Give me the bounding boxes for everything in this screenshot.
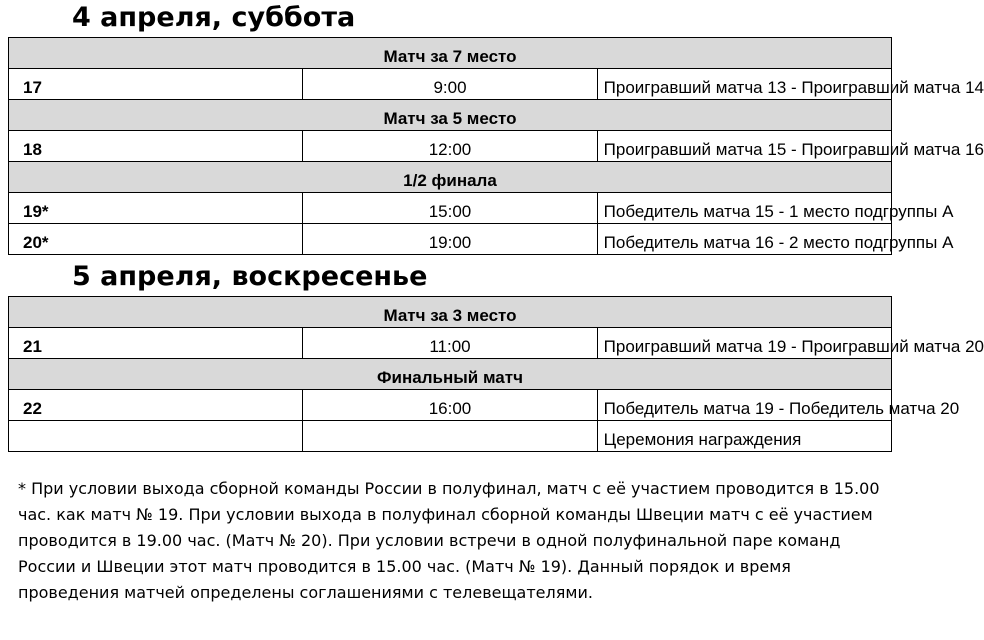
match-description: Проигравший матча 15 - Проигравший матча 16 (597, 131, 891, 162)
group-header: Матч за 7 место (9, 38, 892, 69)
match-time: 9:00 (303, 69, 597, 100)
match-row (9, 69, 892, 100)
match-row (9, 224, 892, 255)
match-number: 19* (9, 193, 303, 224)
match-description: Победитель матча 15 - 1 место подгруппы А (597, 193, 891, 224)
group-header-row (9, 100, 892, 131)
schedule-table-april-5 (8, 296, 984, 452)
match-number: 18 (9, 131, 303, 162)
match-number: 20* (9, 224, 303, 255)
match-number: 17 (9, 69, 303, 100)
match-number: 22 (9, 390, 303, 421)
match-time: 11:00 (303, 328, 597, 359)
group-header: 1/2 финала (9, 162, 892, 193)
schedule-table-april-4 (8, 37, 984, 255)
group-header-row (9, 359, 892, 390)
match-description: Церемония награждения (597, 421, 891, 452)
match-description: Проигравший матча 13 - Проигравший матча 14 (597, 69, 891, 100)
group-header-row (9, 38, 892, 69)
ceremony-row (9, 421, 892, 452)
group-header: Матч за 3 место (9, 297, 892, 328)
match-description: Проигравший матча 19 - Проигравший матча 20 (597, 328, 891, 359)
group-header: Финальный матч (9, 359, 892, 390)
match-time: 16:00 (303, 390, 597, 421)
day-title-april-5: 5 апреля, воскресенье (72, 261, 428, 292)
match-row (9, 131, 892, 162)
footnote: * При условии выхода сборной команды России в полуфинал, матч с её участием проводится в 15.00 час. как матч № 19. При условии выхода в полуфинал сборной команды Швеции матч с её участием проводится в 19.00 час. (Матч № 20). При условии встречи в одной полуфинальной паре команд России и Швеции этот матч проводится в 15.00 час. (Матч № 19). Данный порядок и время проведения матчей определены соглашениями с телевещателями. (18, 479, 880, 602)
match-description: Победитель матча 19 - Победитель матча 20 (597, 390, 891, 421)
match-description: Победитель матча 16 - 2 место подгруппы А (597, 224, 891, 255)
match-time: 12:00 (303, 131, 597, 162)
group-header-row (9, 297, 892, 328)
match-time: 15:00 (303, 193, 597, 224)
day-title-april-4: 4 апреля, суббота (72, 2, 356, 33)
match-row (9, 193, 892, 224)
group-header-row (9, 162, 892, 193)
match-number (9, 421, 303, 452)
match-number: 21 (9, 328, 303, 359)
match-time (303, 421, 597, 452)
match-row (9, 390, 892, 421)
match-row (9, 328, 892, 359)
group-header: Матч за 5 место (9, 100, 892, 131)
match-time: 19:00 (303, 224, 597, 255)
